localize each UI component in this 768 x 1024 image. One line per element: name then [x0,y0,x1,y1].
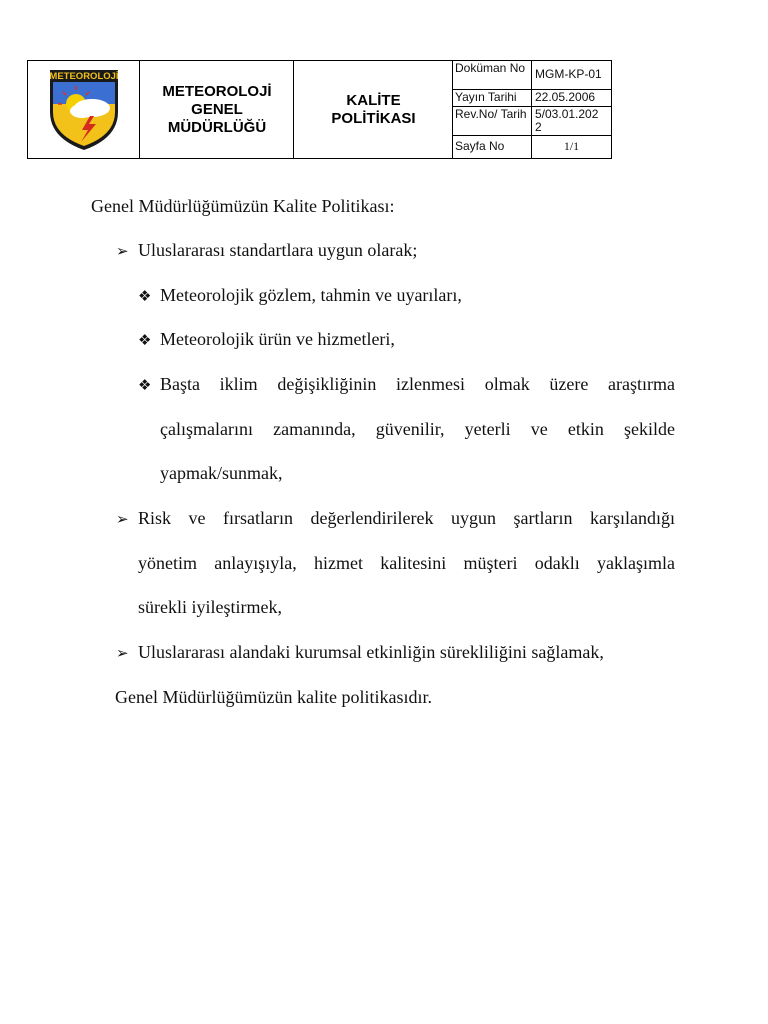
organization-name: METEOROLOJİ GENEL MÜDÜRLÜĞÜ [162,82,272,136]
sub-list-item: ❖ Meteorolojik gözlem, tahmin ve uyarıları, [138,285,462,305]
meta-row-document-no [453,61,611,90]
meta-value: 1/1 [563,139,580,153]
sub-list-text: çalışmalarını zamanında, güvenilir, yeterli ve etkin şekilde [160,419,675,439]
list-text: sürekli iyileştirmek, [138,597,282,617]
meta-key: Yayın Tarihi [453,90,532,106]
meteoroloji-logo [48,68,120,152]
arrow-bullet-icon: ➢ [116,510,129,528]
list-item: ➢ Uluslararası alandaki kurumsal etkinliğin sürekliliğini sağlamak, [116,642,604,662]
meta-row-page-no [453,136,611,159]
diamond-bullet-icon: ❖ [138,376,152,394]
diamond-bullet-icon: ❖ [138,287,152,305]
sub-list-item [138,373,160,396]
sub-list-text: yapmak/sunmak, [160,463,283,483]
meta-row-publish-date [453,90,611,107]
meta-value: MGM-KP-01 [535,67,602,81]
arrow-bullet-icon: ➢ [116,644,129,662]
meta-value: 5/03.01.2022 [535,107,599,134]
meta-key: Rev.No/ Tarih [453,107,532,135]
document-title: KALİTE POLİTİKASI [331,91,416,127]
list-text: Risk ve fırsatların değerlendirilerek uygun şartların karşılandığı [138,508,675,528]
sub-list-item: ❖ Meteorolojik ürün ve hizmetleri, [138,329,395,349]
document-title-cell [293,60,453,159]
meta-key: Doküman No [453,61,532,89]
intro-line: Genel Müdürlüğümüzün Kalite Politikası: [91,196,395,216]
meta-key: Sayfa No [453,136,532,159]
document-header [27,60,612,159]
closing-line: Genel Müdürlüğümüzün kalite politikasıdır. [115,687,432,707]
diamond-bullet-icon: ❖ [138,331,152,349]
organization-cell [139,60,294,159]
list-item: ➢ Uluslararası standartlara uygun olarak; [116,240,418,260]
logo-text: METEOROLOJİ [49,71,119,82]
arrow-bullet-icon: ➢ [116,242,129,260]
list-item [116,507,138,530]
meta-row-revision [453,107,611,136]
logo-cell [27,60,140,159]
meta-value: 22.05.2006 [535,90,596,104]
sub-list-text: Başta iklim değişikliğinin izlenmesi olmak üzere araştırma [160,374,675,394]
list-text: yönetim anlayışıyla, hizmet kalitesini müşteri odaklı yaklaşımla [138,553,675,573]
document-meta-table [452,60,612,159]
